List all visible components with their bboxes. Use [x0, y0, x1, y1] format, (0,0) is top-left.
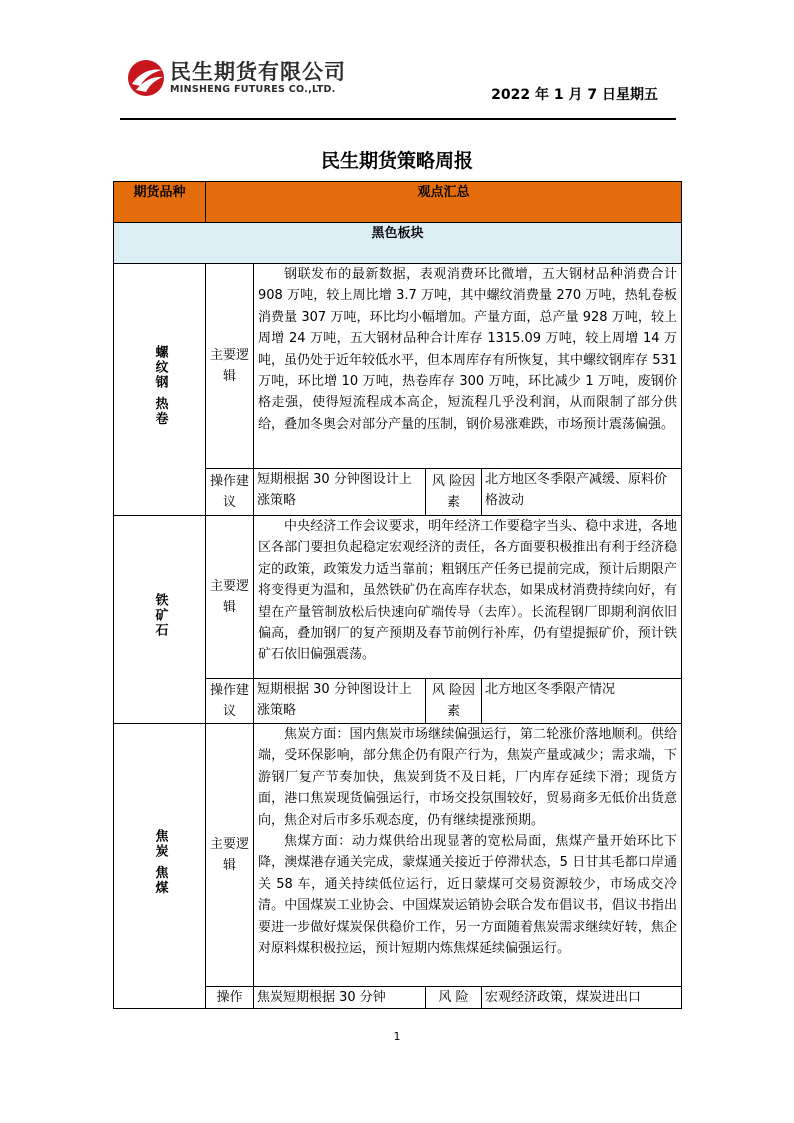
section-row	[114, 223, 682, 264]
risk-text: 北方地区冬季限产情况	[482, 679, 682, 724]
variety-cell	[114, 724, 206, 1009]
variety-name: 铁矿石	[152, 593, 168, 639]
col-summary-header: 观点汇总	[206, 182, 682, 223]
logic-paragraph-coal: 焦煤方面：动力煤供给出现显著的宽松局面，焦煤产量开始环比下降，澳煤港存通关完成，蒙煤通关接近于停滞状态，5 日甘其毛都口岸通关 58 车，通关持续低位运行，近日蒙煤可交易资源较少，市场成交冷清。中国煤炭工业协会、中国煤炭运销协会联合发布倡议书，倡议书指出要进一步做好煤炭保供稳价工作，另一方面随着焦炭需求继续好转，焦企对原料煤积极拉运，预计短期内炼焦煤延续偏强运行。	[258, 834, 678, 957]
logic-text	[254, 724, 682, 987]
logo-cn: 民生期货有限公司	[170, 60, 346, 84]
report-date: 2022 年 1 月 7 日星期五	[491, 87, 658, 103]
variety-name: 螺纹钢 热卷	[152, 345, 168, 427]
minsheng-logo-icon	[126, 58, 166, 98]
op-label: 操作	[206, 987, 254, 1009]
op-text: 焦炭短期根据 30 分钟	[254, 987, 426, 1009]
risk-text: 宏观经济政策，煤炭进出口	[482, 987, 682, 1009]
logic-label: 主要逻辑	[206, 264, 254, 469]
variety-name: 焦炭 焦煤	[152, 829, 168, 896]
logic-paragraph: 钢联发布的最新数据，表观消费环比微增，五大钢材品种消费合计 908 万吨，较上周比增 3.7 万吨，其中螺纹消费量 270 万吨，热轧卷板消费量 307 万吨，环比均小幅增加。产量方面，总产量 928 万吨，较上周增 24 万吨，五大钢材品种合计库存 1315.09 万吨，较上周增 14 万吨，虽仍处于近年较低水平，但本周库存有所恢复，其中螺纹钢库存 531 万吨，环比增 10 万吨，热卷库存 300 万吨，环比减少 1 万吨，废钢价格走强，使得短流程成本高企，短流程几乎没利润，从而限制了部分供给，叠加冬奥会对部分产量的压制，钢价易涨难跌，市场预计震荡偏强。	[258, 267, 678, 432]
logic-label: 主要逻辑	[206, 724, 254, 987]
variety-cell	[114, 516, 206, 724]
risk-label: 风 险	[426, 987, 482, 1009]
risk-label: 风 险因素	[426, 679, 482, 724]
page-title: 民生期货策略周报	[320, 150, 473, 172]
op-label: 操作建议	[206, 469, 254, 516]
variety-cell	[114, 264, 206, 516]
logic-text	[254, 516, 682, 679]
risk-label: 风 险因素	[426, 469, 482, 516]
table-row	[114, 724, 682, 987]
logic-paragraph: 中央经济工作会议要求，明年经济工作要稳字当头、稳中求进，各地区各部门要担负起稳定宏观经济的责任，各方面要积极推出有利于经济稳定的政策，政策发力适当靠前；粗钢压产任务已提前完成，预计后期限产将变得更为温和，虽然铁矿仍在高库存状态，如果成材消费持续向好，有望在产量管制放松后快速向矿端传导（去库）。长流程钢厂即期利润依旧偏高，叠加钢厂的复产预期及春节前例行补库，仍有望提振矿价，预计铁矿石依旧偏强震荡。	[258, 519, 678, 663]
risk-text: 北方地区冬季限产减缓、原料价格波动	[482, 469, 682, 516]
table-row	[114, 264, 682, 469]
header-rule	[120, 118, 676, 120]
table-row	[114, 516, 682, 679]
logic-text	[254, 264, 682, 469]
section-title: 黑色板块	[114, 223, 682, 264]
page-number: 1	[393, 1030, 401, 1043]
col-variety-header: 期货品种	[114, 182, 206, 223]
company-logo	[126, 56, 366, 102]
logic-paragraph-coke: 焦炭方面：国内焦炭市场继续偏强运行，第二轮涨价落地顺利。供给端，受环保影响，部分焦企仍有限产行为，焦炭产量或减少；需求端，下游钢厂复产节奏加快，焦炭到货不及日耗，厂内库存延续下滑；现货方面，港口焦炭现货偏强运行，市场交投氛围较好，贸易商多无低价出货意向，焦企对后市多乐观态度，仍有继续提涨预期。	[258, 727, 678, 828]
logic-label: 主要逻辑	[206, 516, 254, 679]
table-header	[114, 182, 682, 223]
op-text: 短期根据 30 分钟图设计上涨策略	[254, 469, 426, 516]
logo-en: MINSHENG FUTURES CO.,LTD.	[170, 84, 336, 95]
op-text: 短期根据 30 分钟图设计上涨策略	[254, 679, 426, 724]
strategy-table	[113, 181, 682, 1009]
op-label: 操作建议	[206, 679, 254, 724]
